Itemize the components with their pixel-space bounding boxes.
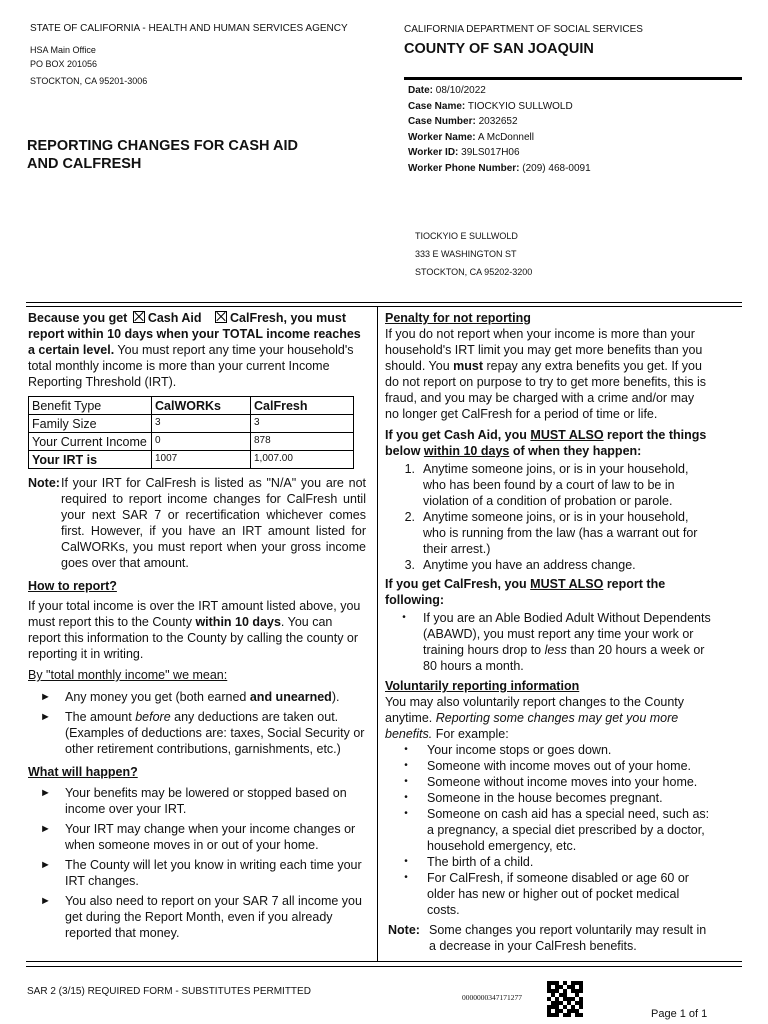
penalty-paragraph: If you do not report when your income is more than your household's IRT limit you may get more benefits than you should. You must repay any extra benefits you get. If you do not report on purpose to try to get more benefits, this is fraud, and you may be charged with a crime and/or may no longer get CalFresh for a period of time or life. [385, 327, 707, 421]
cash-aid-heading: If you get Cash Aid, you MUST ALSO report the things below within 10 days of when they happen: [385, 428, 707, 458]
list-item: • Someone without income moves into your home. [385, 774, 711, 790]
irt-cell-label: Your Current Income [29, 433, 152, 451]
body-bottom-rule-2 [26, 966, 742, 967]
case-number: Case Number: 2032652 [408, 116, 518, 127]
list-item: • If you are an Able Bodied Adult Without Dependents (ABAWD), you must report any time your work or training hours drop to less than 20 hours a week or 80 hours a month. [385, 610, 711, 674]
case-worker: Worker Name: A McDonnell [408, 131, 534, 143]
case-worker-id: Worker ID: 39LS017H06 [408, 147, 520, 158]
qr-code-icon [547, 981, 583, 1017]
list-item: • Your income stops or goes down. [385, 742, 711, 758]
header-rule [404, 77, 742, 80]
case-date: Date: 08/10/2022 [408, 85, 486, 96]
page-number: Page 1 of 1 [651, 1008, 708, 1020]
office-po-box: PO BOX 201056 [30, 59, 98, 69]
irt-cell-value: 1,007.00 [251, 451, 354, 469]
irt-cell-label: Your IRT is [29, 451, 152, 469]
irt-header-row [29, 397, 354, 415]
irt-table [28, 396, 354, 469]
list-item: ► Any money you get (both earned and unearned). [28, 689, 366, 705]
bullet-icon: • [404, 760, 408, 771]
body-top-rule [26, 302, 742, 303]
list-item: • For CalFresh, if someone disabled or age 60 or older has new or higher out of pocket medical costs. [385, 870, 711, 918]
right-triangle-icon: ► [40, 895, 51, 907]
form-id: SAR 2 (3/15) REQUIRED FORM - SUBSTITUTES PERMITTED [27, 986, 311, 997]
irt-cell-label: Family Size [29, 415, 152, 433]
irt-header-benefit-type: Benefit Type [29, 397, 152, 415]
right-triangle-icon: ► [40, 823, 51, 835]
cash-aid-list [385, 461, 711, 573]
column-divider [377, 306, 378, 961]
agency-left-block [30, 22, 348, 89]
how-to-report-heading: How to report? [28, 579, 117, 593]
list-item: • The birth of a child. [385, 854, 711, 870]
recipient-city: STOCKTON, CA 95202-3200 [415, 267, 533, 277]
left-column [28, 310, 366, 945]
irt-header-calworks: CalWORKs [152, 397, 251, 415]
irt-note: Note: If your IRT for CalFresh is listed as "N/A" you are not required to report income changes for CalFresh until your next SAR 7 or recertification whichever comes first. However, if you have an IRT amount listed for CalWORKs, you must report when your gross income goes over that amount. [28, 476, 366, 570]
case-name: Case Name: TIOCKYIO SULLWOLD [408, 100, 573, 112]
list-item: 1. Anytime someone joins, or is in your household, who has been found by a court of law to be in violation of a condition of probation or parole. [404, 462, 689, 508]
barcode-number: 0000000347171277 [462, 993, 522, 1002]
voluntary-paragraph: You may also voluntarily report changes to the County anytime. Reporting some changes may get you more benefits. For example: [385, 695, 685, 741]
irt-cell-value: 0 [152, 433, 251, 451]
intro-paragraph: Because you get Cash Aid CalFresh, you must report within 10 days when your TOTAL income reaches a certain level. You must report any time your household's total monthly income is more than your current Income Reporting Threshold (IRT). [28, 311, 361, 389]
list-item: 3. Anytime you have an address change. [404, 558, 636, 572]
office-name: HSA Main Office [30, 45, 96, 55]
form-title: REPORTING CHANGES FOR CASH AID AND CALFRESH [27, 138, 298, 172]
bullet-icon: • [404, 776, 408, 787]
list-item: • Someone in the house becomes pregnant. [385, 790, 711, 806]
body-top-rule-2 [26, 306, 742, 307]
recipient-address [415, 227, 532, 281]
right-triangle-icon: ► [40, 859, 51, 871]
county-title: COUNTY OF SAN JOAQUIN [404, 41, 594, 57]
case-info [408, 83, 591, 176]
irt-header-calfresh: CalFresh [251, 397, 354, 415]
irt-row-family-size [29, 415, 354, 433]
irt-row-current-income [29, 433, 354, 451]
bullet-icon: • [404, 808, 408, 819]
voluntary-heading: Voluntarily reporting information [385, 679, 580, 693]
office-city: STOCKTON, CA 95201-3006 [30, 76, 148, 86]
department-title: CALIFORNIA DEPARTMENT OF SOCIAL SERVICES [404, 24, 643, 35]
list-item: ► Your IRT may change when your income changes or when someone moves in or out of your home. [28, 821, 366, 853]
list-item: ► The County will let you know in writing each time your IRT changes. [28, 857, 366, 889]
calfresh-heading: If you get CalFresh, you MUST ALSO report the following: [385, 577, 666, 607]
bullet-icon: • [404, 792, 408, 803]
right-triangle-icon: ► [40, 711, 51, 723]
right-triangle-icon: ► [40, 691, 51, 703]
bullet-icon: • [404, 872, 408, 883]
irt-cell-value: 878 [251, 433, 354, 451]
case-worker-phone: Worker Phone Number: (209) 468-0091 [408, 162, 591, 174]
list-item: ► You also need to report on your SAR 7 all income you get during the Report Month, even if you already reported that money. [28, 893, 366, 941]
voluntary-note: Note: Some changes you report voluntarily may result in a decrease in your CalFresh benefits. [388, 923, 707, 953]
recipient-name: TIOCKYIO E SULLWOLD [415, 231, 518, 241]
list-item: 2. Anytime someone joins, or is in your household, who is running from the law (has a warrant out for their arrest.) [404, 510, 698, 556]
irt-cell-value: 3 [251, 415, 354, 433]
checked-box-icon [133, 311, 145, 323]
bullet-icon: • [404, 744, 408, 755]
checked-box-icon [215, 311, 227, 323]
irt-row-your-irt [29, 451, 354, 469]
agency-title: STATE OF CALIFORNIA - HEALTH AND HUMAN SERVICES AGENCY [30, 23, 348, 34]
agency-right-block [404, 23, 643, 59]
recipient-street: 333 E WASHINGTON ST [415, 249, 517, 259]
body-bottom-rule [26, 961, 742, 962]
list-item: ► Your benefits may be lowered or stopped based on income over your IRT. [28, 785, 366, 817]
penalty-heading: Penalty for not reporting [385, 311, 531, 325]
bullet-icon: • [404, 856, 408, 867]
right-column [385, 310, 711, 954]
how-to-report-paragraph: If your total income is over the IRT amount listed above, you must report this to the County within 10 days. You can report this information to the County by calling the county or reporting it in writing. [28, 599, 361, 661]
list-item: • Someone on cash aid has a special need, such as: a pregnancy, a special diet prescribed by a doctor, household emergency, etc. [385, 806, 711, 854]
irt-cell-value: 1007 [152, 451, 251, 469]
what-will-happen-heading: What will happen? [28, 765, 138, 779]
list-item: • Someone with income moves out of your home. [385, 758, 711, 774]
total-monthly-income-heading: By "total monthly income" we mean: [28, 668, 228, 682]
irt-cell-value: 3 [152, 415, 251, 433]
right-triangle-icon: ► [40, 787, 51, 799]
bullet-icon: • [402, 612, 406, 623]
list-item: ► The amount before any deductions are taken out. (Examples of deductions are: taxes, Social Security or other retirement contributions, garnishments, etc.) [28, 709, 366, 757]
